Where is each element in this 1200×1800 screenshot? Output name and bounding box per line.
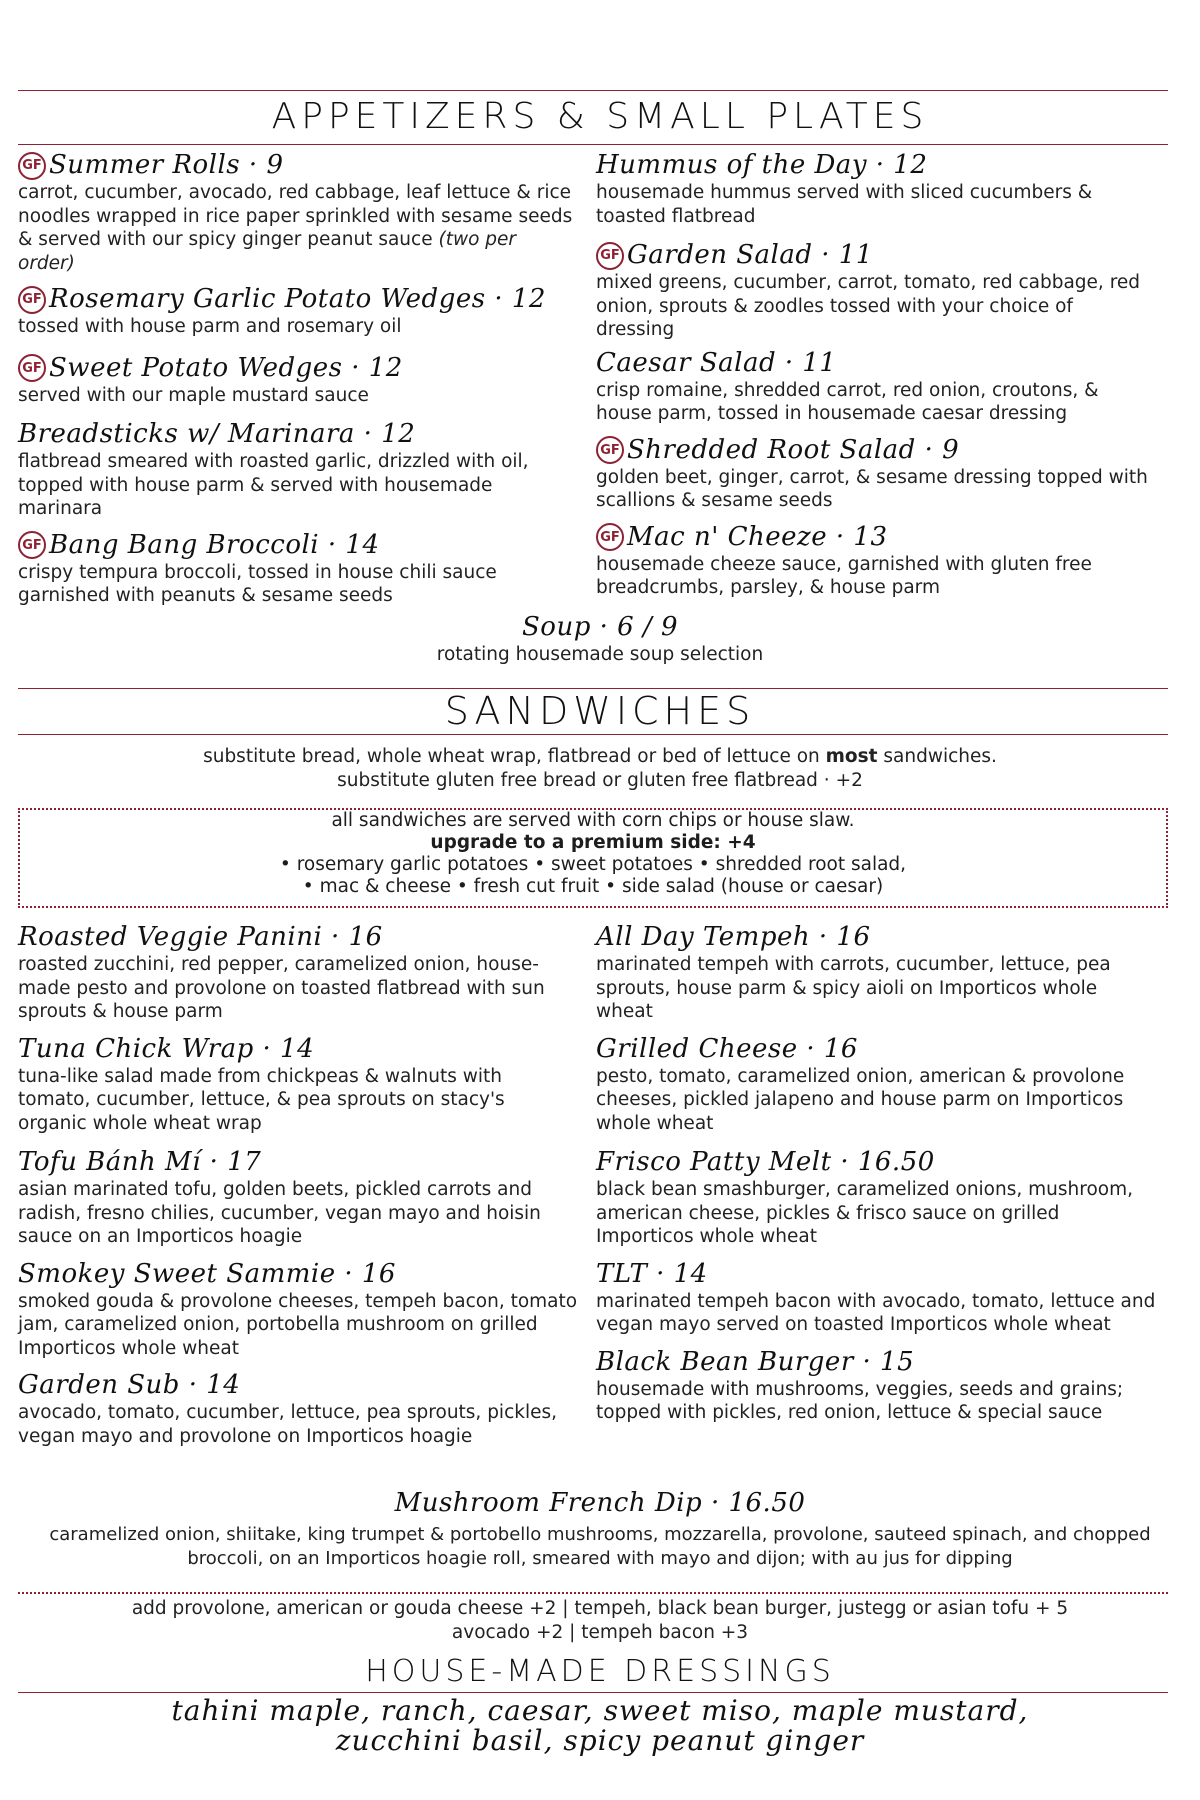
menu-item (18, 1147, 578, 1249)
gluten-free-icon: GF (18, 286, 46, 314)
item-name: Caesar Salad · 11 (596, 347, 837, 378)
sandwiches-right-column (596, 922, 1156, 1434)
item-description: roasted zucchini, red pepper, caramelized onion, house-made pesto and provolone on toasted flatbread with sun sprouts & house parm (18, 954, 545, 1022)
divider (18, 1692, 1168, 1693)
gluten-free-icon: GF (18, 531, 46, 559)
premium-sides-list: • rosemary garlic potatoes • sweet potatoes • shredded root salad, (279, 854, 907, 875)
premium-sides-list: • mac & cheese • fresh cut fruit • side salad (house or caesar) (302, 876, 884, 897)
item-description: crispy tempura broccoli, tossed in house chili sauce garnished with peanuts & sesame seeds (18, 561, 497, 606)
dressings-list: zucchini basil, spicy peanut ginger (335, 1724, 865, 1757)
menu-item (596, 522, 1156, 600)
item-name: Mac n' Cheeze · 13 (627, 521, 888, 552)
add-ons (0, 1597, 1200, 1644)
french-dip-item (20, 1488, 1180, 1570)
menu-item (596, 150, 1156, 228)
item-name: Sweet Potato Wedges · 12 (49, 352, 403, 383)
divider (18, 734, 1168, 735)
item-description: golden beet, ginger, carrot, & sesame dressing topped with scallions & sesame seeds (596, 466, 1148, 511)
item-name: Summer Rolls · 9 (49, 150, 284, 180)
menu-item (18, 150, 578, 275)
gluten-free-icon: GF (596, 523, 624, 551)
menu-item (18, 419, 578, 521)
item-description: served with our maple mustard sauce (18, 384, 369, 406)
dressings-title: HOUSE-MADE DRESSINGS (365, 1654, 835, 1689)
add-ons-line: add provolone, american or gouda cheese +2 | tempeh, black bean burger, justegg or asian tofu + 5 (131, 1598, 1069, 1619)
item-name: Grilled Cheese · 16 (596, 1033, 858, 1064)
item-description: tuna-like salad made from chickpeas & walnuts with tomato, cucumber, lettuce, & pea sprouts on stacy's organic whole wheat wrap (18, 1065, 505, 1134)
item-name: Breadsticks w/ Marinara · 12 (18, 419, 416, 449)
divider (18, 90, 1168, 91)
substitution-text: substitute bread, whole wheat wrap, flatbread or bed of lettuce on (203, 746, 826, 767)
menu-item (18, 530, 578, 608)
item-description: mixed greens, cucumber, carrot, tomato, red cabbage, red onion, sprouts & zoodles tossed with your choice of dressing (596, 272, 1141, 340)
appetizers-title: APPETIZERS & SMALL PLATES (271, 96, 929, 137)
appetizers-right-column (596, 150, 1156, 609)
appetizers-left-column (18, 150, 578, 617)
item-description: carrot, cucumber, avocado, red cabbage, leaf lettuce & rice noodles wrapped in rice paper sprinkled with sesame seeds & served with our spicy ginger peanut sauce (18, 182, 573, 250)
item-name: TLT · 14 (596, 1258, 708, 1289)
item-name: Garden Salad · 11 (627, 240, 873, 270)
menu-item (596, 1034, 1156, 1136)
sandwiches-title: SANDWICHES (444, 689, 756, 733)
item-name: Rosemary Garlic Potato Wedges · 12 (49, 284, 546, 314)
item-name: Shredded Root Salad · 9 (627, 434, 960, 465)
item-description: housemade cheeze sauce, garnished with gluten free breadcrumbs, parsley, & house parm (596, 553, 1092, 598)
gluten-free-icon: GF (596, 242, 624, 270)
add-ons-line: avocado +2 | tempeh bacon +3 (451, 1621, 749, 1643)
item-name: Tuna Chick Wrap · 14 (18, 1033, 315, 1064)
item-description: smoked gouda & provolone cheeses, tempeh bacon, tomato jam, caramelized onion, portobella mushroom on grilled Importicos whole wheat (18, 1290, 578, 1359)
item-name: Bang Bang Broccoli · 14 (49, 529, 380, 560)
item-description: rotating housemade soup selection (436, 644, 764, 665)
item-name: Garden Sub · 14 (18, 1370, 241, 1400)
gluten-free-icon: GF (18, 354, 46, 382)
item-name: Hummus of the Day · 12 (596, 150, 928, 180)
gluten-free-icon: GF (596, 436, 624, 464)
sides-box (18, 808, 1168, 908)
item-description: flatbread smeared with roasted garlic, drizzled with oil, topped with house parm & served with housemade marinara (18, 451, 529, 519)
item-name: Frisco Patty Melt · 16.50 (596, 1147, 935, 1177)
item-description: crisp romaine, shredded carrot, red onion, croutons, & house parm, tossed in housemade caesar dressing (596, 379, 1099, 424)
item-name: Tofu Bánh Mí · 17 (18, 1147, 262, 1177)
menu-item (596, 1347, 1156, 1425)
substitution-note (0, 745, 1200, 792)
item-name: Black Bean Burger · 15 (596, 1346, 915, 1377)
menu-item (596, 1259, 1156, 1337)
item-description: housemade with mushrooms, veggies, seeds and grains; topped with pickles, red onion, lettuce & special sauce (596, 1378, 1124, 1423)
item-name: Smokey Sweet Sammie · 16 (18, 1258, 396, 1289)
menu-item (18, 1259, 578, 1361)
divider (18, 144, 1168, 145)
menu-item (18, 1034, 578, 1136)
item-description: marinated tempeh bacon with avocado, tomato, lettuce and vegan mayo served on toasted Importicos whole wheat (596, 1290, 1156, 1335)
substitution-text: sandwiches. (877, 746, 997, 767)
menu-item (18, 353, 578, 408)
item-description: asian marinated tofu, golden beets, pickled carrots and radish, fresno chilies, cucumber, vegan mayo and hoisin sauce on an Importicos hoagie (18, 1179, 541, 1247)
menu-item (596, 922, 1156, 1024)
item-name: All Day Tempeh · 16 (596, 922, 871, 952)
item-note: (two per order) (18, 229, 517, 274)
menu-item (596, 348, 1156, 426)
gluten-free-icon: GF (18, 152, 46, 180)
sandwiches-left-column (18, 922, 578, 1457)
substitution-emphasis: most (825, 746, 878, 767)
menu-item (18, 1370, 578, 1448)
gluten-free-substitution: substitute gluten free bread or gluten free flatbread · +2 (337, 769, 863, 791)
item-description: avocado, tomato, cucumber, lettuce, pea sprouts, pickles, vegan mayo and provolone on Importicos hoagie (18, 1402, 558, 1447)
item-description: marinated tempeh with carrots, cucumber, lettuce, pea sprouts, house parm & spicy aioli on Importicos whole wheat (596, 954, 1111, 1022)
menu-item (596, 240, 1156, 342)
sides-intro: all sandwiches are served with corn chips or house slaw. (331, 810, 855, 831)
divider (18, 1592, 1168, 1594)
item-name: Roasted Veggie Panini · 16 (18, 922, 383, 952)
menu-item (18, 922, 578, 1024)
item-description: caramelized onion, shiitake, king trumpet & portobello mushrooms, mozzarella, provolone, sauteed spinach, and chopped broccoli, on an Importicos hoagie roll, smeared with mayo and dijon; with au jus for dipping (49, 1524, 1151, 1569)
dressings-list: tahini maple, ranch, caesar, sweet miso, maple mustard, (171, 1694, 1029, 1727)
item-description: tossed with house parm and rosemary oil (18, 316, 402, 337)
item-name: Soup · 6 / 9 (521, 612, 679, 642)
menu-item (18, 284, 578, 339)
item-name: Mushroom French Dip · 16.50 (394, 1488, 806, 1518)
menu-item (596, 1147, 1156, 1249)
soup-item (0, 612, 1200, 667)
item-description: black bean smashburger, caramelized onions, mushroom, american cheese, pickles & frisco sauce on grilled Importicos whole wheat (596, 1179, 1133, 1247)
item-description: pesto, tomato, caramelized onion, american & provolone cheeses, pickled jalapeno and house parm on Importicos whole wheat (596, 1065, 1125, 1134)
premium-side-upgrade: upgrade to a premium side: +4 (430, 832, 756, 853)
item-description: housemade hummus served with sliced cucumbers & toasted flatbread (596, 182, 1093, 227)
menu-item (596, 435, 1156, 513)
